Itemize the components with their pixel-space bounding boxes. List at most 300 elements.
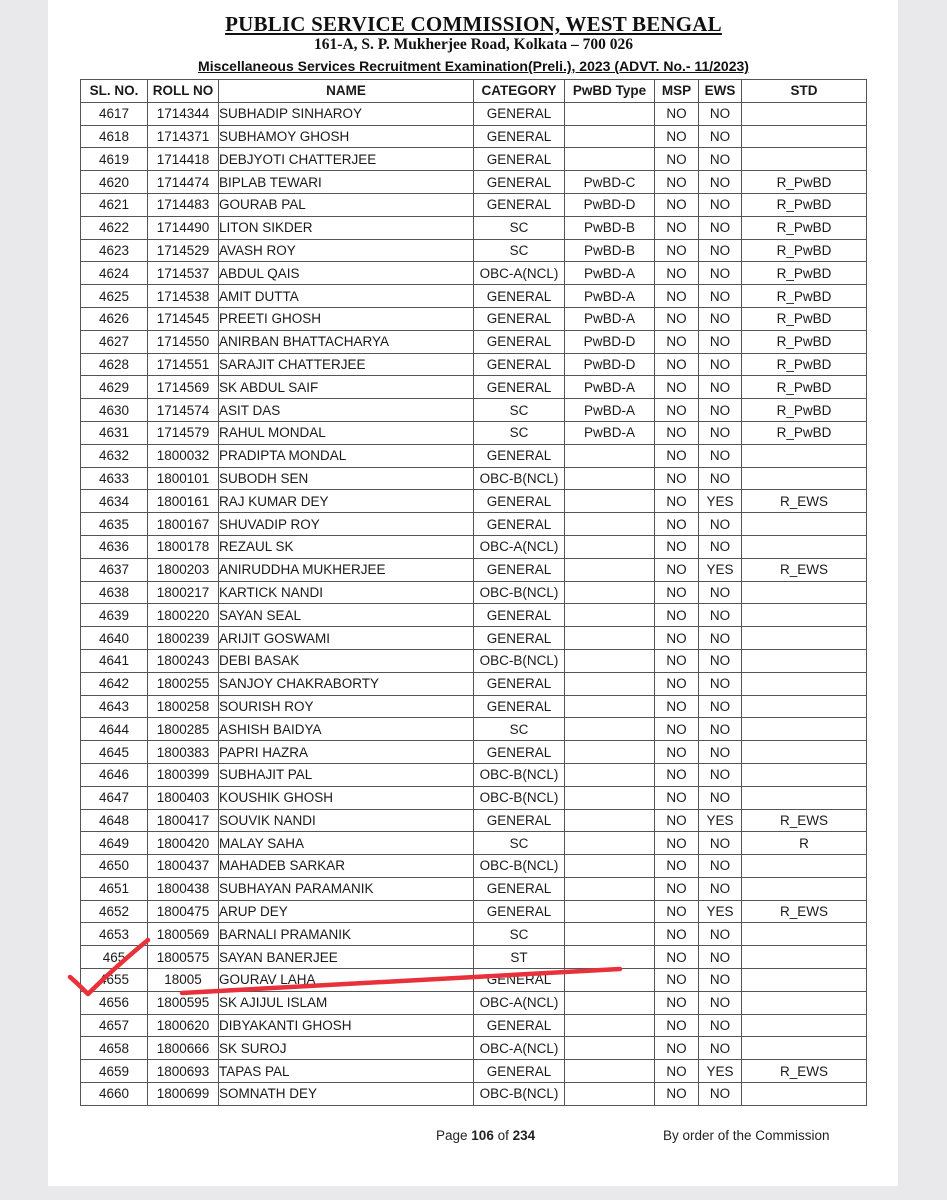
category-cell: GENERAL — [474, 741, 565, 764]
category-cell: GENERAL — [474, 672, 565, 695]
msp-cell: NO — [655, 877, 699, 900]
table-row — [81, 809, 867, 832]
name-cell: SUBODH SEN — [219, 467, 474, 490]
table-row — [81, 330, 867, 353]
pwbd-type-cell — [565, 1014, 655, 1037]
category-cell: GENERAL — [474, 444, 565, 467]
msp-cell: NO — [655, 900, 699, 923]
msp-cell: NO — [655, 216, 699, 239]
exam-title: Miscellaneous Services Recruitment Examination(Preli.), 2023 (ADVT. No.- 11/2023) — [198, 58, 749, 74]
name-cell: ASHISH BAIDYA — [219, 718, 474, 741]
name-cell: SOMNATH DEY — [219, 1083, 474, 1106]
roll-no-cell: 1800258 — [148, 695, 219, 718]
ews-cell: NO — [699, 148, 742, 171]
std-cell: R_PwBD — [742, 376, 867, 399]
table-row — [81, 513, 867, 536]
roll-no-cell: 1714538 — [148, 285, 219, 308]
std-cell — [742, 672, 867, 695]
category-cell: OBC-A(NCL) — [474, 535, 565, 558]
std-cell: R_PwBD — [742, 421, 867, 444]
msp-cell: NO — [655, 649, 699, 672]
category-cell: GENERAL — [474, 1060, 565, 1083]
pwbd-type-cell — [565, 786, 655, 809]
table-row — [81, 991, 867, 1014]
std-cell: R_EWS — [742, 1060, 867, 1083]
sl-no-cell: 4623 — [81, 239, 148, 262]
ews-cell: NO — [699, 718, 742, 741]
std-cell: R_PwBD — [742, 171, 867, 194]
msp-cell: NO — [655, 125, 699, 148]
category-cell: SC — [474, 216, 565, 239]
sl-no-cell: 465 — [81, 946, 148, 969]
pwbd-type-cell — [565, 467, 655, 490]
msp-cell: NO — [655, 604, 699, 627]
roll-no-cell: 1800383 — [148, 741, 219, 764]
msp-cell: NO — [655, 307, 699, 330]
sl-no-cell: 4630 — [81, 399, 148, 422]
commission-address: 161-A, S. P. Mukherjee Road, Kolkata – 700 026 — [314, 36, 633, 53]
roll-no-cell: 1800399 — [148, 763, 219, 786]
ews-cell: NO — [699, 855, 742, 878]
name-cell: SK AJIJUL ISLAM — [219, 991, 474, 1014]
msp-cell: NO — [655, 695, 699, 718]
name-cell: SK ABDUL SAIF — [219, 376, 474, 399]
category-cell: ST — [474, 946, 565, 969]
ews-cell: NO — [699, 102, 742, 125]
category-cell: GENERAL — [474, 558, 565, 581]
pwbd-type-cell — [565, 1060, 655, 1083]
name-cell: SANJOY CHAKRABORTY — [219, 672, 474, 695]
roll-no-cell: 1714537 — [148, 262, 219, 285]
name-cell: PREETI GHOSH — [219, 307, 474, 330]
ews-cell: NO — [699, 239, 742, 262]
table-row — [81, 307, 867, 330]
std-cell: R_PwBD — [742, 330, 867, 353]
std-cell: R_EWS — [742, 490, 867, 513]
ews-cell: NO — [699, 193, 742, 216]
ews-cell: NO — [699, 969, 742, 992]
roll-no-cell: 1800032 — [148, 444, 219, 467]
table-row — [81, 239, 867, 262]
sl-no-cell: 4621 — [81, 193, 148, 216]
ews-cell: NO — [699, 1083, 742, 1106]
std-cell — [742, 1037, 867, 1060]
commission-title: PUBLIC SERVICE COMMISSION, WEST BENGAL — [225, 12, 722, 36]
name-cell: BARNALI PRAMANIK — [219, 923, 474, 946]
page-total: 234 — [512, 1128, 536, 1143]
name-cell: RAJ KUMAR DEY — [219, 490, 474, 513]
category-cell: SC — [474, 239, 565, 262]
std-cell — [742, 923, 867, 946]
name-cell: GOURAV LAHA — [219, 969, 474, 992]
sl-no-cell: 4643 — [81, 695, 148, 718]
std-cell — [742, 718, 867, 741]
name-cell: SUBHAJIT PAL — [219, 763, 474, 786]
std-cell — [742, 741, 867, 764]
table-row — [81, 672, 867, 695]
name-cell: SARAJIT CHATTERJEE — [219, 353, 474, 376]
category-cell: GENERAL — [474, 102, 565, 125]
name-cell: LITON SIKDER — [219, 216, 474, 239]
std-cell — [742, 1083, 867, 1106]
page-of: of — [497, 1128, 509, 1143]
name-cell: PAPRI HAZRA — [219, 741, 474, 764]
roll-no-cell: 1800475 — [148, 900, 219, 923]
msp-cell: NO — [655, 535, 699, 558]
name-cell: ARUP DEY — [219, 900, 474, 923]
category-cell: SC — [474, 399, 565, 422]
std-cell — [742, 581, 867, 604]
category-cell: GENERAL — [474, 193, 565, 216]
sl-no-cell: 4641 — [81, 649, 148, 672]
pwbd-type-cell — [565, 1083, 655, 1106]
msp-cell: NO — [655, 285, 699, 308]
name-cell: AMIT DUTTA — [219, 285, 474, 308]
ews-cell: YES — [699, 558, 742, 581]
name-cell: ASIT DAS — [219, 399, 474, 422]
pwbd-type-cell — [565, 558, 655, 581]
sl-no-cell: 4635 — [81, 513, 148, 536]
sl-no-cell: 4657 — [81, 1014, 148, 1037]
ews-cell: NO — [699, 923, 742, 946]
msp-cell: NO — [655, 444, 699, 467]
msp-cell: NO — [655, 467, 699, 490]
roll-no-cell: 1800699 — [148, 1083, 219, 1106]
column-header-roll-no: ROLL NO — [148, 80, 219, 103]
sl-no-cell: 4634 — [81, 490, 148, 513]
msp-cell: NO — [655, 102, 699, 125]
roll-no-cell: 1800595 — [148, 991, 219, 1014]
category-cell: SC — [474, 421, 565, 444]
std-cell — [742, 604, 867, 627]
ews-cell: NO — [699, 421, 742, 444]
table-row — [81, 877, 867, 900]
name-cell: SUBHADIP SINHAROY — [219, 102, 474, 125]
pwbd-type-cell — [565, 969, 655, 992]
sl-no-cell: 4638 — [81, 581, 148, 604]
pwbd-type-cell — [565, 741, 655, 764]
table-row — [81, 1037, 867, 1060]
category-cell: GENERAL — [474, 376, 565, 399]
name-cell: ARIJIT GOSWAMI — [219, 627, 474, 650]
roll-no-cell: 1800101 — [148, 467, 219, 490]
sl-no-cell: 4653 — [81, 923, 148, 946]
table-row — [81, 490, 867, 513]
ews-cell: NO — [699, 535, 742, 558]
roll-no-cell: 1800243 — [148, 649, 219, 672]
roll-no-cell: 1800220 — [148, 604, 219, 627]
table-row — [81, 171, 867, 194]
roll-no-cell: 18005 — [148, 969, 219, 992]
category-cell: GENERAL — [474, 513, 565, 536]
ews-cell: NO — [699, 1037, 742, 1060]
category-cell: GENERAL — [474, 490, 565, 513]
msp-cell: NO — [655, 239, 699, 262]
table-row — [81, 832, 867, 855]
roll-no-cell: 1800575 — [148, 946, 219, 969]
table-header-row — [81, 80, 867, 103]
column-header-ews: EWS — [699, 80, 742, 103]
table-row — [81, 262, 867, 285]
column-header-name: NAME — [219, 80, 474, 103]
msp-cell: NO — [655, 672, 699, 695]
name-cell: RAHUL MONDAL — [219, 421, 474, 444]
table-row — [81, 741, 867, 764]
sl-no-cell: 4650 — [81, 855, 148, 878]
table-row — [81, 718, 867, 741]
sl-no-cell: 4636 — [81, 535, 148, 558]
table-row — [81, 558, 867, 581]
pwbd-type-cell: PwBD-D — [565, 193, 655, 216]
std-cell: R — [742, 832, 867, 855]
pwbd-type-cell — [565, 649, 655, 672]
category-cell: GENERAL — [474, 330, 565, 353]
msp-cell: NO — [655, 399, 699, 422]
msp-cell: NO — [655, 353, 699, 376]
sl-no-cell: 4631 — [81, 421, 148, 444]
std-cell — [742, 125, 867, 148]
msp-cell: NO — [655, 421, 699, 444]
msp-cell: NO — [655, 786, 699, 809]
ews-cell: NO — [699, 1014, 742, 1037]
roll-no-cell: 1714579 — [148, 421, 219, 444]
ews-cell: NO — [699, 946, 742, 969]
std-cell: R_EWS — [742, 900, 867, 923]
msp-cell: NO — [655, 763, 699, 786]
pwbd-type-cell — [565, 718, 655, 741]
table-row — [81, 376, 867, 399]
category-cell: GENERAL — [474, 307, 565, 330]
std-cell — [742, 969, 867, 992]
msp-cell: NO — [655, 923, 699, 946]
table-row — [81, 216, 867, 239]
name-cell: ANIRBAN BHATTACHARYA — [219, 330, 474, 353]
sl-no-cell: 4637 — [81, 558, 148, 581]
pwbd-type-cell — [565, 695, 655, 718]
name-cell: MALAY SAHA — [219, 832, 474, 855]
ews-cell: NO — [699, 763, 742, 786]
std-cell — [742, 877, 867, 900]
sl-no-cell: 4648 — [81, 809, 148, 832]
sl-no-cell: 4660 — [81, 1083, 148, 1106]
table-row — [81, 353, 867, 376]
pwbd-type-cell — [565, 855, 655, 878]
msp-cell: NO — [655, 1037, 699, 1060]
roll-no-cell: 1714545 — [148, 307, 219, 330]
std-cell — [742, 535, 867, 558]
sl-no-cell: 4618 — [81, 125, 148, 148]
sl-no-cell: 4655 — [81, 969, 148, 992]
sl-no-cell: 4649 — [81, 832, 148, 855]
pwbd-type-cell: PwBD-A — [565, 285, 655, 308]
table-row — [81, 946, 867, 969]
table-row — [81, 444, 867, 467]
table-row — [81, 604, 867, 627]
pwbd-type-cell — [565, 1037, 655, 1060]
name-cell: KOUSHIK GHOSH — [219, 786, 474, 809]
column-header-msp: MSP — [655, 80, 699, 103]
roll-no-cell: 1800285 — [148, 718, 219, 741]
ews-cell: NO — [699, 353, 742, 376]
name-cell: SUBHAYAN PARAMANIK — [219, 877, 474, 900]
ews-cell: NO — [699, 513, 742, 536]
ews-cell: NO — [699, 649, 742, 672]
sl-no-cell: 4626 — [81, 307, 148, 330]
pwbd-type-cell — [565, 832, 655, 855]
sl-no-cell: 4651 — [81, 877, 148, 900]
sl-no-cell: 4622 — [81, 216, 148, 239]
pwbd-type-cell — [565, 581, 655, 604]
sl-no-cell: 4647 — [81, 786, 148, 809]
category-cell: GENERAL — [474, 969, 565, 992]
table-row — [81, 923, 867, 946]
std-cell: R_PwBD — [742, 353, 867, 376]
ews-cell: NO — [699, 877, 742, 900]
roll-no-cell: 1800417 — [148, 809, 219, 832]
msp-cell: NO — [655, 855, 699, 878]
category-cell: OBC-A(NCL) — [474, 262, 565, 285]
std-cell — [742, 467, 867, 490]
std-cell: R_PwBD — [742, 262, 867, 285]
sl-no-cell: 4629 — [81, 376, 148, 399]
msp-cell: NO — [655, 1014, 699, 1037]
category-cell: GENERAL — [474, 148, 565, 171]
ews-cell: YES — [699, 900, 742, 923]
pwbd-type-cell: PwBD-D — [565, 330, 655, 353]
sl-no-cell: 4645 — [81, 741, 148, 764]
roll-no-cell: 1714344 — [148, 102, 219, 125]
pwbd-type-cell — [565, 513, 655, 536]
sl-no-cell: 4619 — [81, 148, 148, 171]
category-cell: OBC-B(NCL) — [474, 763, 565, 786]
sl-no-cell: 4642 — [81, 672, 148, 695]
page-number — [436, 1128, 535, 1143]
pwbd-type-cell: PwBD-A — [565, 399, 655, 422]
std-cell: R_EWS — [742, 558, 867, 581]
sl-no-cell: 4658 — [81, 1037, 148, 1060]
name-cell: SHUVADIP ROY — [219, 513, 474, 536]
table-body — [81, 102, 867, 1105]
roll-no-cell: 1714474 — [148, 171, 219, 194]
roll-no-cell: 1714371 — [148, 125, 219, 148]
category-cell: GENERAL — [474, 809, 565, 832]
table-row — [81, 399, 867, 422]
name-cell: DEBI BASAK — [219, 649, 474, 672]
category-cell: SC — [474, 718, 565, 741]
order-text: By order of the Commission — [663, 1128, 830, 1143]
std-cell — [742, 649, 867, 672]
ews-cell: NO — [699, 285, 742, 308]
roll-no-cell: 1800203 — [148, 558, 219, 581]
ews-cell: NO — [699, 262, 742, 285]
msp-cell: NO — [655, 581, 699, 604]
pwbd-type-cell — [565, 627, 655, 650]
ews-cell: NO — [699, 695, 742, 718]
category-cell: GENERAL — [474, 877, 565, 900]
roll-no-cell: 1800217 — [148, 581, 219, 604]
ews-cell: YES — [699, 1060, 742, 1083]
pwbd-type-cell — [565, 535, 655, 558]
roll-no-cell: 1714550 — [148, 330, 219, 353]
ews-cell: NO — [699, 171, 742, 194]
pwbd-type-cell — [565, 763, 655, 786]
roll-no-cell: 1800666 — [148, 1037, 219, 1060]
roll-no-cell: 1800161 — [148, 490, 219, 513]
pwbd-type-cell — [565, 125, 655, 148]
msp-cell: NO — [655, 969, 699, 992]
msp-cell: NO — [655, 193, 699, 216]
ews-cell: NO — [699, 832, 742, 855]
msp-cell: NO — [655, 991, 699, 1014]
sl-no-cell: 4633 — [81, 467, 148, 490]
table-row — [81, 193, 867, 216]
std-cell: R_EWS — [742, 809, 867, 832]
name-cell: REZAUL SK — [219, 535, 474, 558]
pwbd-type-cell — [565, 672, 655, 695]
sl-no-cell: 4644 — [81, 718, 148, 741]
category-cell: GENERAL — [474, 1014, 565, 1037]
ews-cell: NO — [699, 444, 742, 467]
category-cell: OBC-B(NCL) — [474, 786, 565, 809]
category-cell: GENERAL — [474, 627, 565, 650]
roll-no-cell: 1800167 — [148, 513, 219, 536]
name-cell: ABDUL QAIS — [219, 262, 474, 285]
pwbd-type-cell — [565, 900, 655, 923]
msp-cell: NO — [655, 513, 699, 536]
name-cell: TAPAS PAL — [219, 1060, 474, 1083]
sl-no-cell: 4627 — [81, 330, 148, 353]
category-cell: OBC-B(NCL) — [474, 649, 565, 672]
sl-no-cell: 4628 — [81, 353, 148, 376]
ews-cell: NO — [699, 627, 742, 650]
name-cell: PRADIPTA MONDAL — [219, 444, 474, 467]
msp-cell: NO — [655, 171, 699, 194]
sl-no-cell: 4656 — [81, 991, 148, 1014]
roll-no-cell: 1800178 — [148, 535, 219, 558]
roll-no-cell: 1714551 — [148, 353, 219, 376]
table-row — [81, 125, 867, 148]
std-cell: R_PwBD — [742, 399, 867, 422]
candidate-table — [80, 79, 867, 1106]
table-row — [81, 1083, 867, 1106]
std-cell — [742, 627, 867, 650]
name-cell: DEBJYOTI CHATTERJEE — [219, 148, 474, 171]
sl-no-cell: 4620 — [81, 171, 148, 194]
column-header-sl-no: SL. NO. — [81, 80, 148, 103]
table-row — [81, 102, 867, 125]
name-cell: MAHADEB SARKAR — [219, 855, 474, 878]
name-cell: SAYAN BANERJEE — [219, 946, 474, 969]
ews-cell: NO — [699, 216, 742, 239]
ews-cell: YES — [699, 490, 742, 513]
std-cell — [742, 444, 867, 467]
page-prefix: Page — [436, 1128, 468, 1143]
category-cell: GENERAL — [474, 171, 565, 194]
table-row — [81, 535, 867, 558]
name-cell: SAYAN SEAL — [219, 604, 474, 627]
pwbd-type-cell — [565, 809, 655, 832]
category-cell: GENERAL — [474, 353, 565, 376]
pwbd-type-cell: PwBD-A — [565, 262, 655, 285]
ews-cell: NO — [699, 581, 742, 604]
roll-no-cell: 1714574 — [148, 399, 219, 422]
msp-cell: NO — [655, 148, 699, 171]
name-cell: GOURAB PAL — [219, 193, 474, 216]
table-row — [81, 695, 867, 718]
table-row — [81, 900, 867, 923]
name-cell: AVASH ROY — [219, 239, 474, 262]
ews-cell: NO — [699, 991, 742, 1014]
